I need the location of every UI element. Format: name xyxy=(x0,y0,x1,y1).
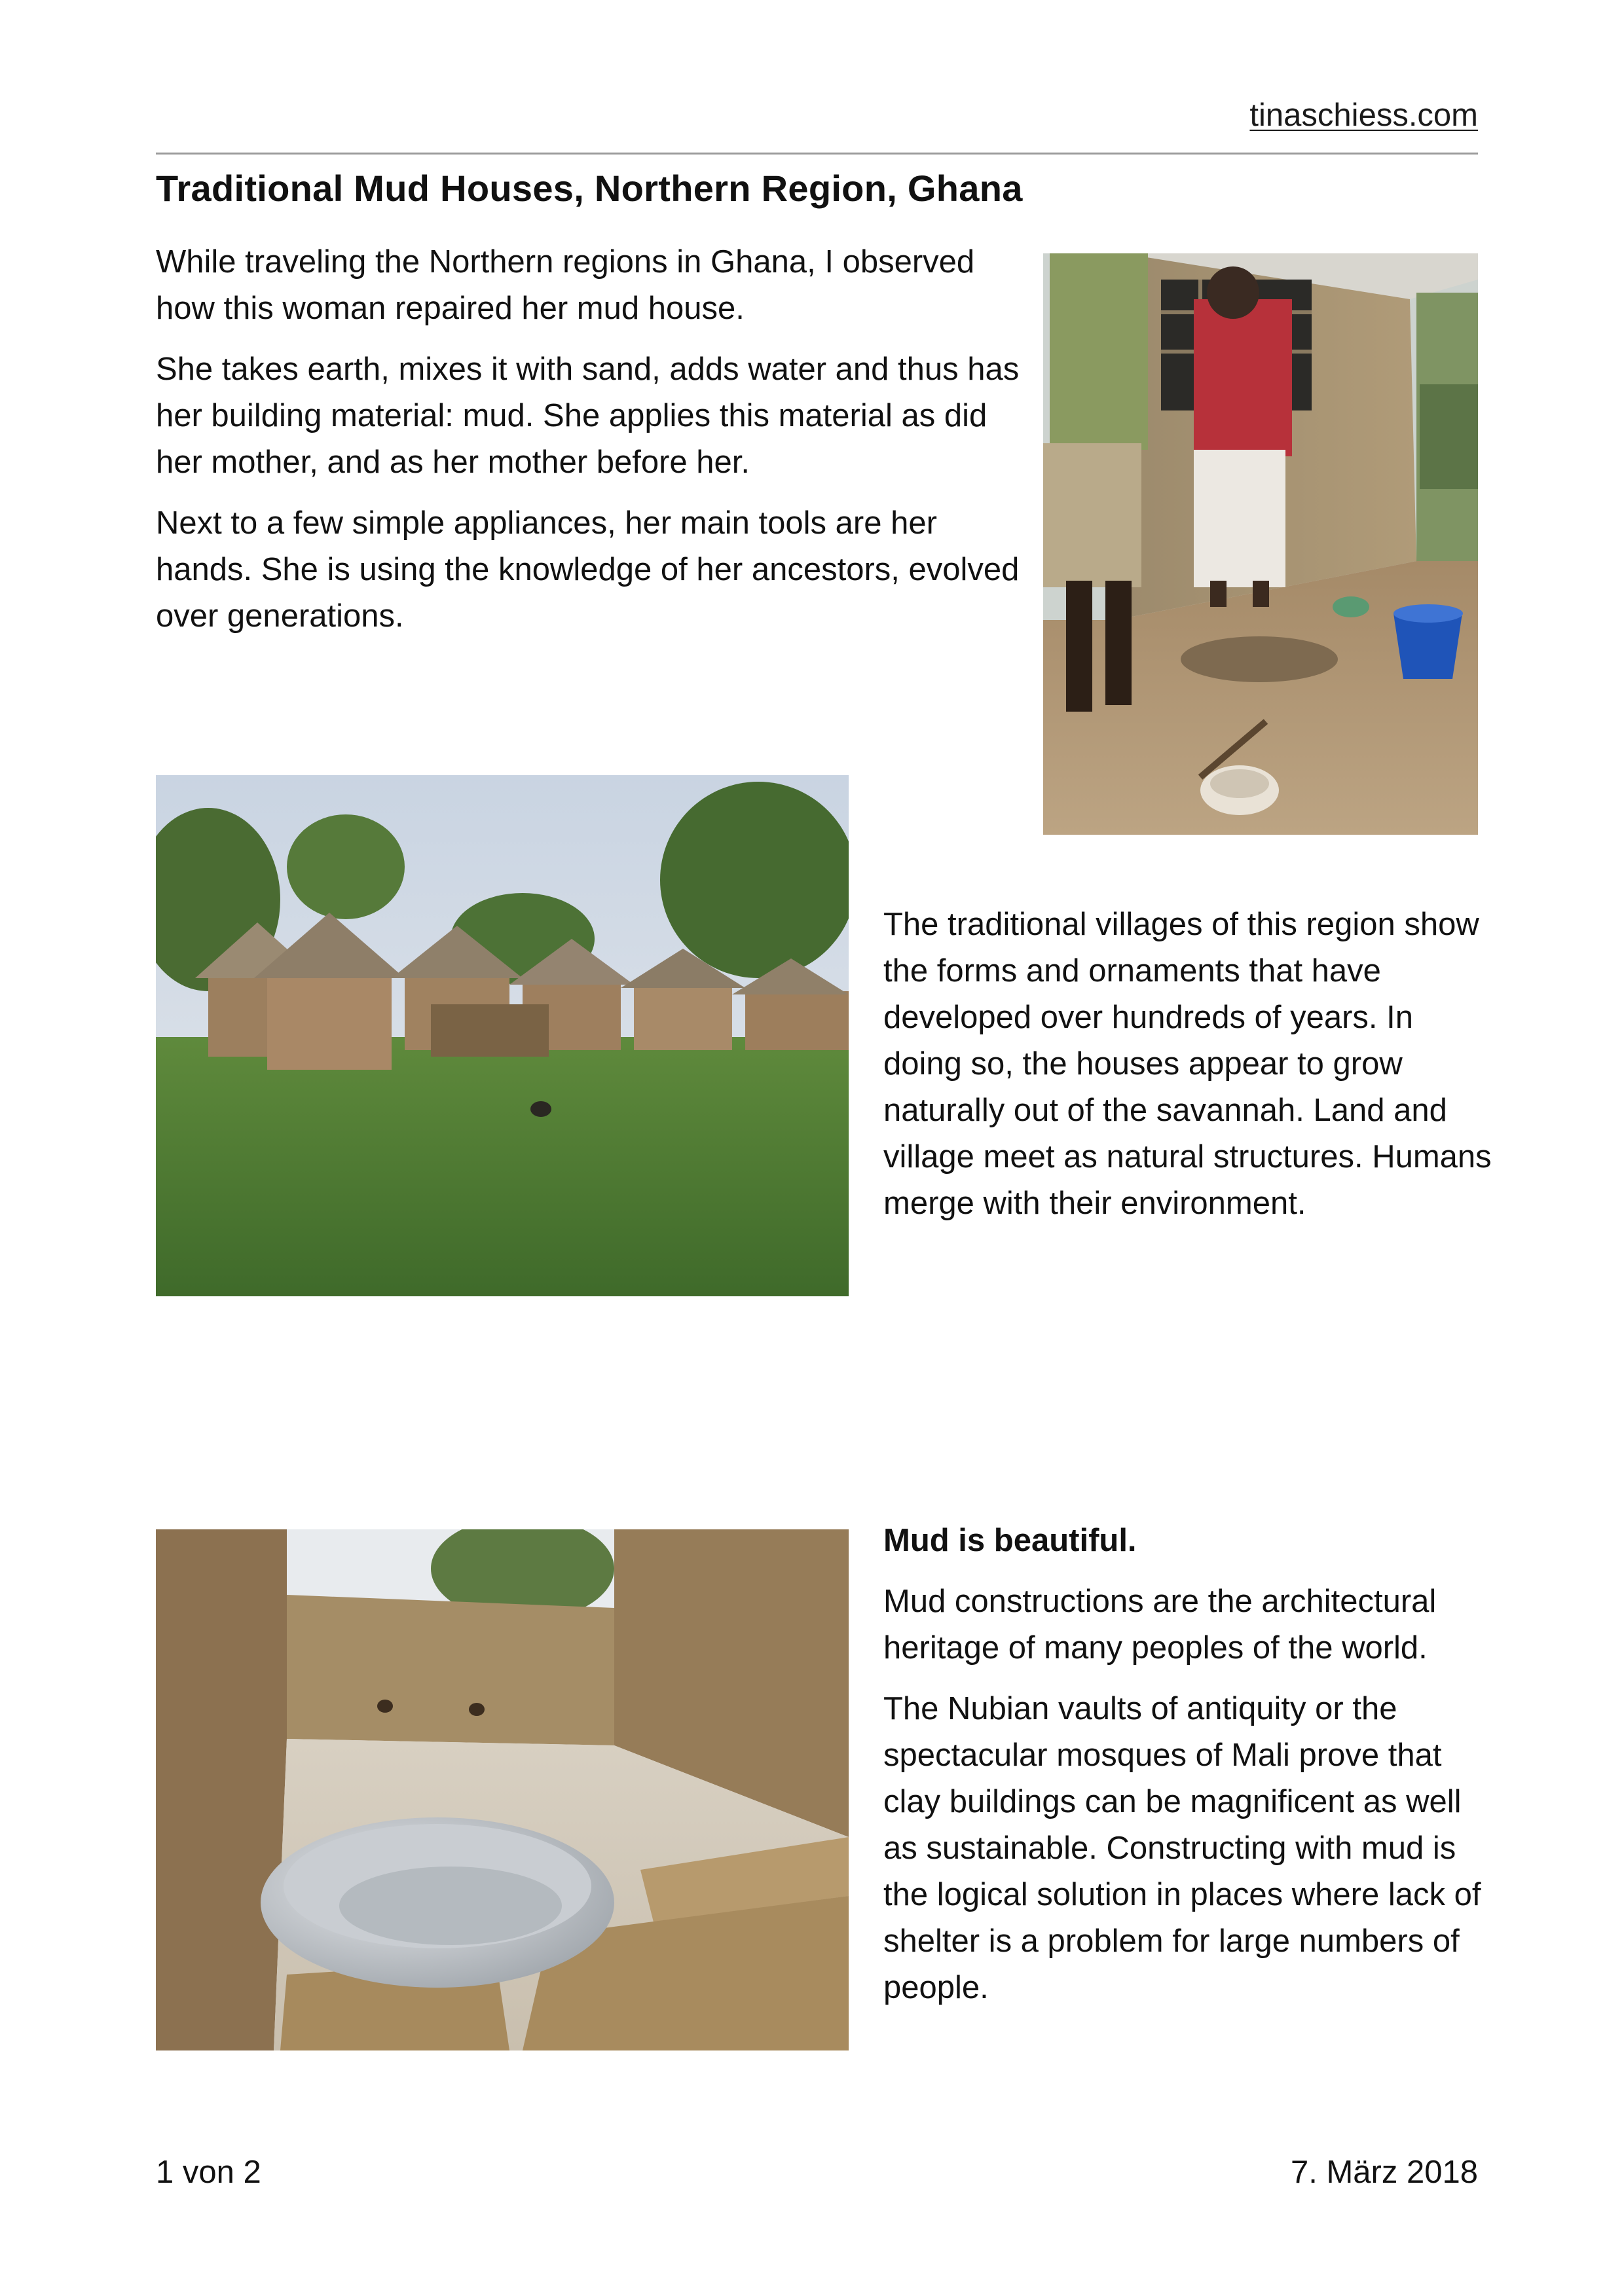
intro-paragraph-1: While traveling the Northern regions in Ghana, I observed how this woman repaired her mud house. xyxy=(156,244,975,326)
page-title: Traditional Mud Houses, Northern Region, Ghana xyxy=(156,168,1023,209)
mud-paragraph-1: Mud constructions are the architectural heritage of many peoples of the world. xyxy=(883,1584,1437,1666)
mud-heading: Mud is beautiful. xyxy=(883,1523,1137,1558)
page-date: 7. März 2018 xyxy=(1291,2155,1478,2190)
traditional-village-photo xyxy=(156,775,849,1296)
page-number: 1 von 2 xyxy=(156,2155,261,2190)
intro-paragraph-2: She takes earth, mixes it with sand, adds water and thus has her building material: mud. She applies this material as did her mother, and as her mother before her. xyxy=(156,352,1020,480)
mud-courtyard-photo xyxy=(156,1529,849,2050)
mud-section xyxy=(883,1518,1499,2026)
site-link[interactable]: tinaschiess.com xyxy=(1249,98,1478,133)
header-divider xyxy=(156,153,1478,155)
mud-house-repair-photo xyxy=(1043,253,1478,835)
intro-section xyxy=(156,239,1027,654)
mud-paragraph-2: The Nubian vaults of antiquity or the spectacular mosques of Mali prove that clay buildings can be magnificent as well as sustainable. Constructing with mud is the logical solution in places where lack of shelter is a problem for large numbers of people. xyxy=(883,1691,1481,2005)
villages-paragraph: The traditional villages of this region show the forms and ornaments that have developed over hundreds of years. In doing so, the houses appear to grow naturally out of the savannah. Land and village meet as natural structures. Humans merge with their environment. xyxy=(883,907,1492,1221)
intro-paragraph-3: Next to a few simple appliances, her main tools are her hands. She is using the knowledge of her ancestors, evolved over generations. xyxy=(156,505,1020,634)
villages-section xyxy=(883,902,1499,1227)
